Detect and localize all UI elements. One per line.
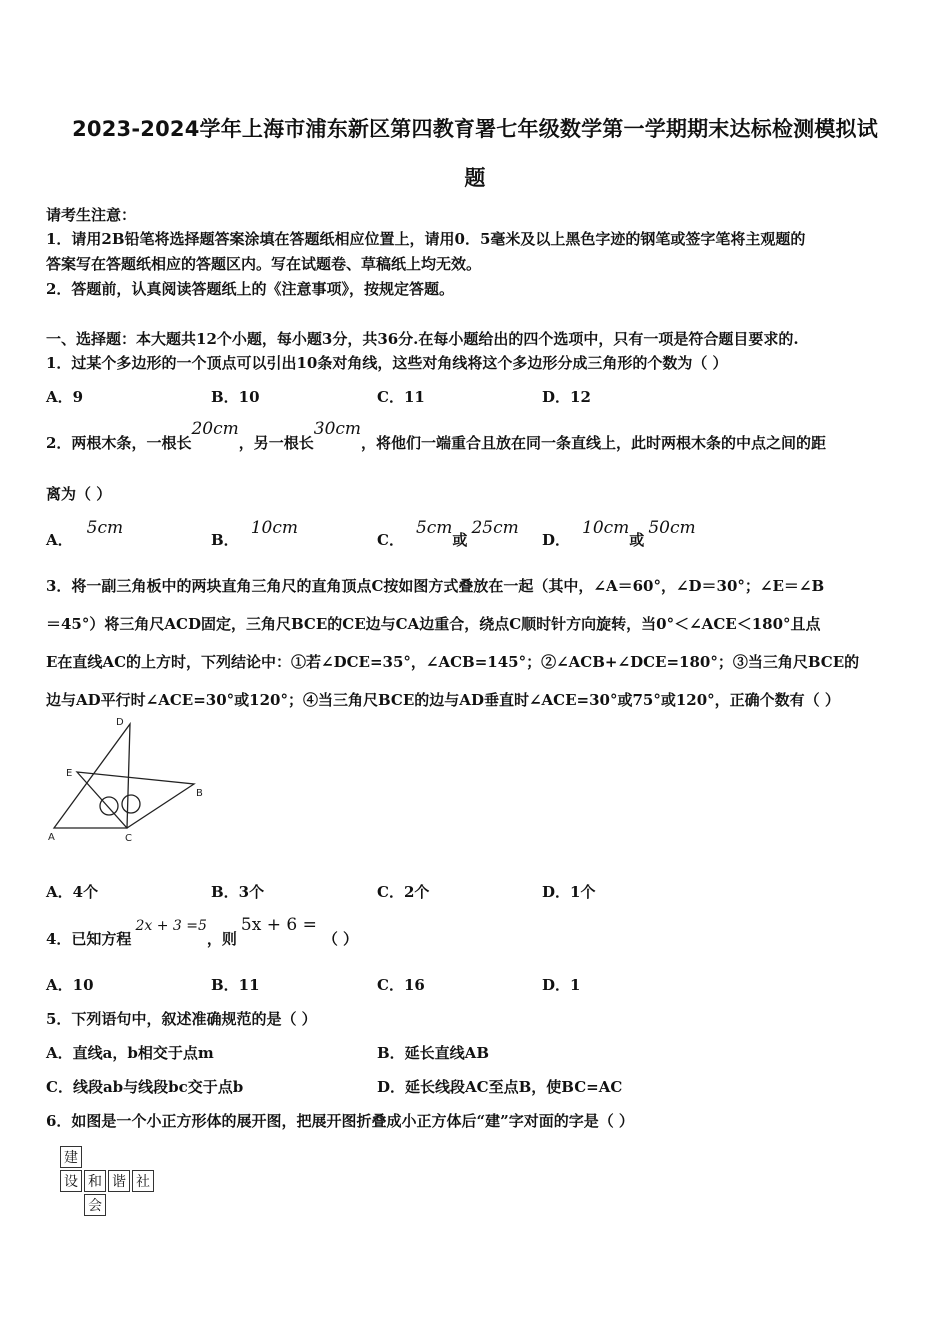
q2-option-c-value2: 25cm (471, 518, 519, 538)
q2-option-d-value1: 10cm (582, 518, 630, 538)
q2-option-d-value2: 50cm (648, 518, 696, 538)
net-cell-he: 和 (84, 1170, 106, 1192)
q5-option-d: D．延长线段AC至点B，使BC=AC (377, 1078, 623, 1096)
q4-option-d: D．1 (542, 976, 581, 994)
q2-option-a-value: 5cm (86, 518, 124, 538)
q6-stem: 6．如图是一个小正方形体的展开图，把展开图折叠成小正方体后“建”字对面的字是（ ） (46, 1112, 634, 1130)
net-cell-she2: 社 (132, 1170, 154, 1192)
page-title-line1: 2023-2024学年上海市浦东新区第四教育署七年级数学第一学期期末达标检测模拟试 (72, 117, 878, 141)
q2-length-1: 20cm (191, 419, 239, 439)
net-cell-jian: 建 (60, 1146, 82, 1168)
q1-option-b: B．10 (211, 388, 260, 406)
q3-circle-left (100, 797, 118, 815)
q5-stem: 5．下列语句中，叙述准确规范的是（ ） (46, 1010, 317, 1028)
q2-text-3: ，将他们一端重合且放在同一条直线上，此时两根木条的中点之间的距 (361, 434, 827, 452)
q3-circle-right (122, 795, 140, 813)
q2-length-2: 30cm (313, 419, 362, 439)
q3-option-c: C．2个 (377, 883, 430, 901)
q3-stem-line1: 3．将一副三角板中的两块直角三角尺的直角顶点C按如图方式叠放在一起（其中，∠A＝60°，∠D＝30°；∠E＝∠B (46, 577, 825, 595)
q4-stem: 4．已知方程2x + 3 =5，则5x + 6 =（ ） (46, 915, 359, 948)
section-heading: 一、选择题：本大题共12个小题，每小题3分，共36分.在每小题给出的四个选项中，只有一项是符合题目要求的. (46, 330, 799, 348)
q1-stem: 1．过某个多边形的一个顶点可以引出10条对角线，这些对角线将这个多边形分成三角形的个数为（ ） (46, 354, 728, 372)
q3-stem-line3: E在直线AC的上方时，下列结论中：①若∠DCE=35°，∠ACB=145°；②∠ACB+∠DCE=180°；③当三角尺BCE的 (46, 653, 860, 671)
q2-option-c-or: 或 (452, 531, 468, 549)
q3-label-b: B (196, 788, 203, 799)
q3-stem-line2: ＝45°）将三角尺ACD固定，三角尺BCE的CE边与CA边重合，绕点C顺时针方向旋转，当0°＜∠ACE＜180°且点 (46, 615, 821, 633)
q2-text-1: 2．两根木条，一根长 (46, 434, 192, 452)
q4-option-a: A．10 (46, 976, 94, 994)
q3-label-e: E (66, 768, 73, 779)
q2-option-c: C．5cm或25cm (377, 518, 519, 549)
q2-option-a: A．5cm (46, 518, 124, 549)
q2-option-c-value1: 5cm (415, 518, 453, 538)
q3-option-d: D．1个 (542, 883, 596, 901)
net-cell-she: 设 (60, 1170, 82, 1192)
q5-option-a: A．直线a，b相交于点m (46, 1044, 214, 1062)
triangle-bce (77, 772, 194, 828)
q5-option-c: C．线段ab与线段bc交于点b (46, 1078, 244, 1096)
net-cell-hui: 会 (84, 1194, 106, 1216)
q4-option-c: C．16 (377, 976, 425, 994)
q2-stem-line2: 离为（ ） (46, 485, 112, 503)
notice-item2: 2．答题前，认真阅读答题纸上的《注意事项》，按规定答题。 (46, 280, 454, 298)
q3-option-b: B．3个 (211, 883, 265, 901)
q1-option-c: C．11 (377, 388, 425, 406)
q2-option-d: D．10cm或50cm (542, 518, 696, 549)
q3-triangle-figure (44, 716, 214, 846)
q1-option-a: A．9 (46, 388, 84, 406)
q1-option-d: D．12 (542, 388, 591, 406)
q4-option-b: B．11 (211, 976, 260, 994)
q5-option-b: B．延长直线AB (377, 1044, 489, 1062)
notice-item1a: 1．请用2B铅笔将选择题答案涂填在答题纸相应位置上，请用0．5毫米及以上黑色字迹的钢笔或签字笔将主观题的 (46, 230, 806, 248)
q4-equation-2: 5x + 6 = (240, 915, 317, 935)
page-title-line2: 题 (464, 166, 486, 190)
q3-label-c: C (125, 833, 132, 844)
q3-option-a: A．4个 (46, 883, 99, 901)
q3-label-d: D (116, 717, 124, 728)
q2-option-b: B．10cm (211, 518, 298, 549)
q2-option-d-or: 或 (629, 531, 645, 549)
q2-stem (46, 419, 827, 453)
q2-text-2: ，另一根长 (238, 434, 314, 452)
notice-heading: 请考生注意： (46, 206, 137, 224)
q3-stem-line4: 边与AD平行时∠ACE=30°或120°；④当三角尺BCE的边与AD垂直时∠ACE=30°或75°或120°，正确个数有（ ） (46, 691, 840, 709)
q2-option-b-value: 10cm (250, 518, 298, 538)
q4-equation-1: 2x + 3 =5 (135, 918, 207, 934)
net-cell-xie: 谐 (108, 1170, 130, 1192)
notice-item1b: 答案写在答题纸相应的答题区内。写在试题卷、草稿纸上均无效。 (46, 255, 482, 273)
q3-label-a: A (48, 832, 55, 843)
